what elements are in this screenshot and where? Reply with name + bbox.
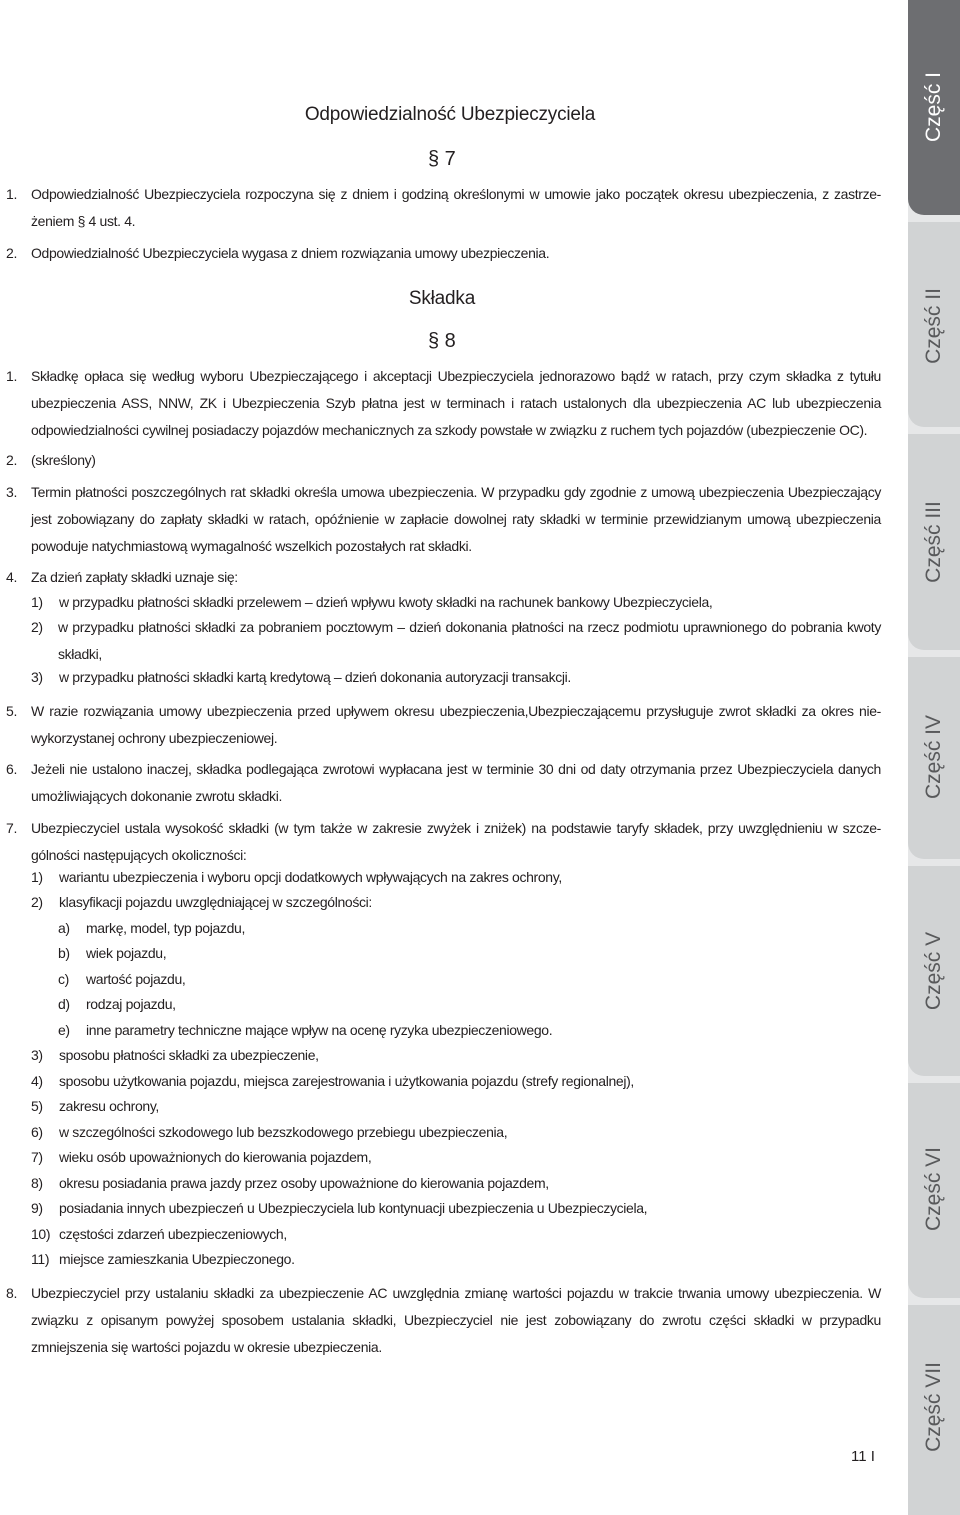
sub-item <box>31 889 372 916</box>
sub-item-text: okresu posiadania prawa jazdy przez osoby upoważnione do kierowania pojazdem, <box>59 1175 549 1191</box>
sub-item-text: częstości zdarzeń ubezpieczeniowych, <box>59 1226 287 1242</box>
sub-sub-item-text: markę, model, typ pojazdu, <box>86 920 245 936</box>
sub-item-label: 8) <box>31 1175 43 1191</box>
item-text: Ubezpieczyciel ustala wysokość składki (w tym także w zakresie zwyżek i zniżek) na podstawie taryfy składek, przy uwzględnieniu w szcze-gólności następujących okoliczności: <box>31 820 881 863</box>
sub-item <box>31 1144 371 1171</box>
tab-label: Część VI <box>922 1146 945 1232</box>
sub-item <box>31 589 712 616</box>
sub-item-label: 1) <box>31 869 43 885</box>
tab-label: Część IV <box>922 714 945 800</box>
sub-sub-item-text: inne parametry techniczne mające wpływ na ocenę ryzyka ubezpieczeniowego. <box>86 1022 553 1038</box>
sub-item-label: 2) <box>31 894 43 910</box>
sub-item-label: 2) <box>31 619 43 635</box>
sub-item-text: w przypadku płatności składki za pobraniem pocztowym – dzień dokonania płatności na rzecz podmiotu uprawnionego do pobrania kwoty składki, <box>58 619 881 662</box>
sub-sub-item <box>58 1017 552 1044</box>
item-number: 2. <box>6 245 18 261</box>
tab-label: Część II <box>922 288 945 364</box>
sub-item <box>31 1246 295 1273</box>
sub-item-text: sposobu użytkowania pojazdu, miejsca zarejestrowania i użytkowania pojazdu (strefy regionalnej), <box>59 1073 634 1089</box>
sub-item-text: w przypadku płatności składki kartą kredytową – dzień dokonania autoryzacji transakcji. <box>59 669 571 685</box>
sub-item-text: w szczególności szkodowego lub bezszkodowego przebiegu ubezpieczenia, <box>59 1124 508 1140</box>
sub-item-label: 6) <box>31 1124 43 1140</box>
tab-czesc-5[interactable] <box>908 866 960 1076</box>
section-title-skladka: Składka <box>408 288 476 309</box>
item-text: Za dzień zapłaty składki uznaje się: <box>31 569 238 585</box>
item-number: 1. <box>6 186 18 202</box>
item-text: Odpowiedzialność Ubezpieczyciela wygasa z dniem rozwiązania umowy ubezpieczenia. <box>31 245 550 261</box>
sub-item-text: sposobu płatności składki za ubezpieczenie, <box>59 1047 319 1063</box>
item-number: 7. <box>6 820 18 836</box>
sub-item-text: wieku osób upoważnionych do kierowania pojazdem, <box>59 1149 372 1165</box>
paragraph-mark-8: § 8 <box>428 330 456 352</box>
tab-czesc-7[interactable] <box>908 1305 960 1515</box>
sub-sub-item <box>58 940 166 967</box>
sub-item-text: posiadania innych ubezpieczeń u Ubezpieczyciela lub kontynuacji ubezpieczenia u Ubezpieczyciela, <box>59 1200 648 1216</box>
item-number: 2. <box>6 452 18 468</box>
sub-item <box>31 1093 159 1120</box>
tab-czesc-4[interactable] <box>908 657 960 859</box>
tab-label: Część V <box>922 931 945 1011</box>
item-number: 3. <box>6 484 18 500</box>
sub-item-label: 4) <box>31 1073 43 1089</box>
sub-item-label: 1) <box>31 594 43 610</box>
sub-item <box>31 1042 319 1069</box>
sub-sub-item-text: wiek pojazdu, <box>86 945 167 961</box>
item-text: W razie rozwiązania umowy ubezpieczenia przed upływem okresu ubezpieczenia,Ubezpieczającemu przysługuje zwrot składki za okres nie-wykorzystanej ochrony ubezpieczeniowej. <box>31 703 881 746</box>
sub-item-label: 3) <box>31 669 43 685</box>
page-number: 11 I <box>851 1448 875 1465</box>
sub-item <box>31 1068 634 1095</box>
item-number: 5. <box>6 703 18 719</box>
sub-item-label: 3) <box>31 1047 43 1063</box>
sub-item <box>31 1119 507 1146</box>
sub-item-label: 9) <box>31 1200 43 1216</box>
tab-czesc-2[interactable] <box>908 222 960 427</box>
sub-item-text: w przypadku płatności składki przelewem – dzień wpływu kwoty składki na rachunek bankowy Ubezpieczyciela, <box>59 594 713 610</box>
item-number: 1. <box>6 368 18 384</box>
item-text: (skreślony) <box>31 452 96 468</box>
sub-sub-item <box>58 966 185 993</box>
sub-item-label: 7) <box>31 1149 43 1165</box>
item-text: Odpowiedzialność Ubezpieczyciela rozpoczyna się z dniem i godziną określonymi w umowie jako początek okresu ubezpieczenia, z zastrze-żeniem § 4 ust. 4. <box>31 186 881 229</box>
sub-item-text: klasyfikacji pojazdu uwzględniającej w szczególności: <box>59 894 372 910</box>
sub-item <box>31 1195 647 1222</box>
sub-item-text: wariantu ubezpieczenia i wyboru opcji dodatkowych wpływających na zakres ochrony, <box>59 869 562 885</box>
item-number: 6. <box>6 761 18 777</box>
item-text: Jeżeli nie ustalono inaczej, składka podlegająca zwrotowi wypłacana jest w terminie 30 dni od daty otrzymania przez Ubezpieczyciela danych umożliwiających dokonanie zwrotu składki. <box>31 761 881 804</box>
sub-item-label: 5) <box>31 1098 43 1114</box>
tab-czesc-3[interactable] <box>908 434 960 650</box>
sub-sub-item <box>58 915 245 942</box>
section-title-odpowiedzialnosc: Odpowiedzialność Ubezpieczyciela <box>304 104 596 125</box>
tab-label: Część III <box>922 501 945 583</box>
part-tabs <box>908 0 960 1515</box>
sub-sub-item-label: e) <box>58 1022 70 1038</box>
item-number: 4. <box>6 569 18 585</box>
sub-item <box>31 1221 287 1248</box>
sub-sub-item-label: c) <box>58 971 69 987</box>
item-number: 8. <box>6 1285 18 1301</box>
sub-sub-item-label: d) <box>58 996 70 1012</box>
sub-sub-item-text: wartość pojazdu, <box>86 971 186 987</box>
sub-item <box>31 1170 549 1197</box>
item-text: Składkę opłaca się według wyboru Ubezpieczającego i akceptacji Ubezpieczyciela jednorazowo bądź w ratach, przy czym składka z tytułu ubezpieczenia ASS, NNW, ZK i Ubezpieczenia Szyb płatna jest w terminach i ratach ustalonych dla ubezpieczenia AC lub ubezpieczenia odpowiedzialności cywilnej posiadaczy pojazdów mechanicznych za szkody powstałe w związku z ruchem tych pojazdów (ubezpieczenie OC). <box>31 368 881 438</box>
sub-item <box>31 864 562 891</box>
item-text: Ubezpieczyciel przy ustalaniu składki za ubezpieczenie AC uwzględnia zmianę wartości pojazdu w trakcie trwania umowy ubezpieczenia. W związku z opisanym powyżej sposobem ustalania składki, Ubezpieczyciel nie jest zobowiązany do zwrotu części składki w przypadku zmniejszenia się wartości pojazdu w okresie ubezpieczenia. <box>31 1285 881 1355</box>
tab-label: Część I <box>922 71 945 143</box>
tab-label: Część VII <box>922 1362 945 1452</box>
item-text: Termin płatności poszczególnych rat składki określa umowa ubezpieczenia. W przypadku gdy zgodnie z umową ubezpieczenia Ubezpieczający jest zobowiązany do zapłaty składki w ratach, opóźnienie w zapłacie dowolnej raty składki w terminie przewidzianym umową ubezpieczenia powoduje natychmiastową wymagalność wszelkich pozostałych rat składki. <box>31 484 881 554</box>
tab-czesc-1[interactable] <box>908 0 960 215</box>
sub-item <box>31 614 59 641</box>
sub-item-text: zakresu ochrony, <box>59 1098 159 1114</box>
paragraph-mark-7: § 7 <box>428 148 456 170</box>
sub-sub-item-label: a) <box>58 920 70 936</box>
sub-sub-item <box>58 991 176 1018</box>
sub-sub-item-label: b) <box>58 945 70 961</box>
sub-item <box>31 664 571 691</box>
sub-item-label: 11) <box>31 1251 50 1267</box>
sub-item-label: 10) <box>31 1226 51 1242</box>
sub-sub-item-text: rodzaj pojazdu, <box>86 996 176 1012</box>
tab-czesc-6[interactable] <box>908 1083 960 1298</box>
sub-item-text: miejsce zamieszkania Ubezpieczonego. <box>59 1251 295 1267</box>
